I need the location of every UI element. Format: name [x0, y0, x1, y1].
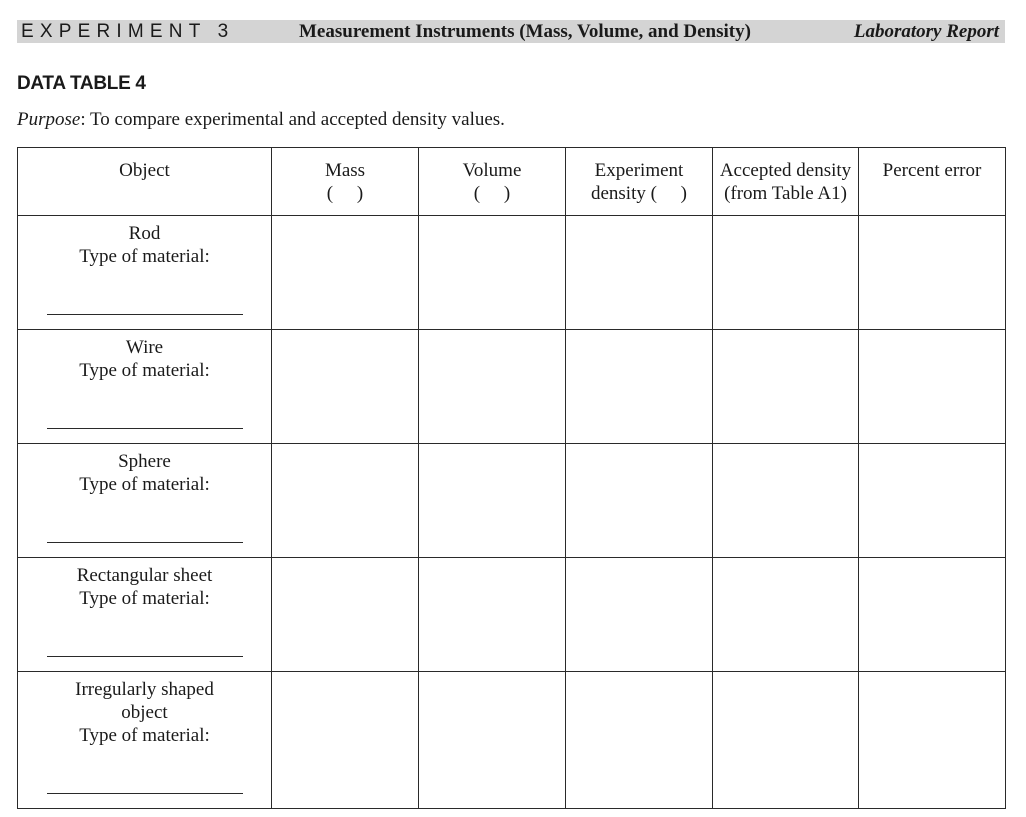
percent-error-cell[interactable] [859, 672, 1006, 809]
col-header-percent-error: Percent error [859, 148, 1006, 216]
purpose-label: Purpose [17, 109, 81, 130]
mass-cell[interactable] [272, 672, 419, 809]
volume-cell[interactable] [419, 444, 566, 558]
object-name: Rectangular sheet [76, 565, 213, 586]
col-header-mass [272, 148, 419, 216]
data-table-title: DATA TABLE 4 [17, 73, 146, 94]
accepted-density-cell[interactable] [713, 558, 859, 672]
accepted-density-source: (from Table A1) [724, 183, 847, 204]
page-header-bar [17, 20, 1005, 43]
table-row [18, 216, 1006, 330]
experiment-density-cell[interactable] [566, 330, 713, 444]
object-cell [18, 216, 272, 330]
mass-cell[interactable] [272, 330, 419, 444]
object-cell [18, 672, 272, 809]
table-row [18, 330, 1006, 444]
type-of-material-label: Type of material: [79, 246, 210, 267]
percent-error-cell[interactable] [859, 444, 1006, 558]
object-name-line2: object [121, 702, 168, 723]
accepted-density-label: Accepted density [719, 160, 852, 181]
table-row [18, 558, 1006, 672]
experiment-density-label: Experiment [594, 160, 684, 181]
experiment-title: Measurement Instruments (Mass, Volume, and Density) [299, 21, 751, 42]
material-blank-line[interactable] [47, 314, 243, 315]
mass-label: Mass [324, 160, 366, 181]
purpose-text: : To compare experimental and accepted density values. [80, 109, 505, 130]
material-blank-line[interactable] [47, 542, 243, 543]
accepted-density-cell[interactable] [713, 672, 859, 809]
accepted-density-cell[interactable] [713, 444, 859, 558]
volume-cell[interactable] [419, 216, 566, 330]
experiment-density-cell[interactable] [566, 672, 713, 809]
object-name-line1: Irregularly shaped [75, 679, 214, 700]
percent-error-cell[interactable] [859, 216, 1006, 330]
type-of-material-label: Type of material: [79, 360, 210, 381]
percent-error-cell[interactable] [859, 330, 1006, 444]
col-header-experiment-density [566, 148, 713, 216]
table-row [18, 444, 1006, 558]
type-of-material-label: Type of material: [79, 725, 210, 746]
experiment-density-unit-blank: density ( ) [590, 183, 688, 204]
object-name: Rod [128, 223, 161, 244]
volume-cell[interactable] [419, 672, 566, 809]
volume-cell[interactable] [419, 558, 566, 672]
mass-cell[interactable] [272, 216, 419, 330]
table-header-row [18, 148, 1006, 216]
object-cell [18, 330, 272, 444]
col-header-object: Object [18, 148, 272, 216]
percent-error-cell[interactable] [859, 558, 1006, 672]
experiment-label: EXPERIMENT 3 [21, 21, 235, 42]
purpose-statement [17, 109, 505, 131]
col-header-accepted-density [713, 148, 859, 216]
mass-cell[interactable] [272, 558, 419, 672]
density-data-table [17, 147, 1006, 809]
volume-unit-blank: ( ) [473, 183, 511, 204]
experiment-density-cell[interactable] [566, 444, 713, 558]
report-label: Laboratory Report [853, 21, 999, 42]
accepted-density-cell[interactable] [713, 216, 859, 330]
object-cell [18, 444, 272, 558]
material-blank-line[interactable] [47, 428, 243, 429]
object-name: Wire [125, 337, 164, 358]
accepted-density-cell[interactable] [713, 330, 859, 444]
material-blank-line[interactable] [47, 656, 243, 657]
experiment-density-cell[interactable] [566, 216, 713, 330]
material-blank-line[interactable] [47, 793, 243, 794]
object-name: Sphere [118, 451, 171, 472]
volume-label: Volume [462, 160, 522, 181]
type-of-material-label: Type of material: [79, 474, 210, 495]
mass-unit-blank: ( ) [326, 183, 364, 204]
type-of-material-label: Type of material: [79, 588, 210, 609]
mass-cell[interactable] [272, 444, 419, 558]
experiment-density-cell[interactable] [566, 558, 713, 672]
object-cell [18, 558, 272, 672]
col-header-volume [419, 148, 566, 216]
table-row [18, 672, 1006, 809]
volume-cell[interactable] [419, 330, 566, 444]
